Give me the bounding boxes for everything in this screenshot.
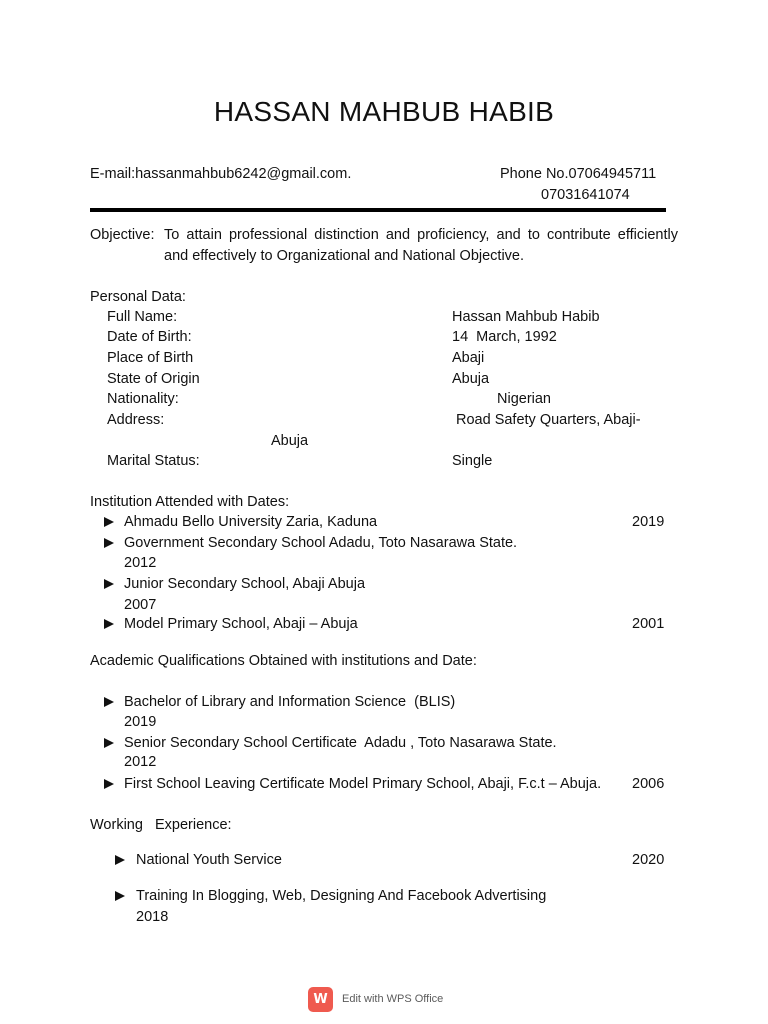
resume-name: HASSAN MAHBUB HABIB: [213, 96, 555, 127]
experience-heading: Working Experience:: [90, 817, 232, 833]
arrow-bullet-icon: [115, 850, 125, 870]
arrow-bullet-icon: [104, 533, 114, 553]
address-value-continued: Abuja: [271, 433, 309, 449]
arrow-bullet-icon: [104, 614, 114, 634]
arrow-bullet-icon: [104, 574, 114, 594]
institution-year: 2012: [124, 555, 157, 571]
institutions-heading: Institution Attended with Dates:: [90, 494, 290, 510]
phone-primary: Phone No.07064945711: [500, 166, 657, 182]
wps-edit-text: Edit with WPS Office: [342, 993, 444, 1005]
phone-secondary: 07031641074: [541, 187, 630, 203]
arrow-bullet-icon: [115, 886, 125, 906]
header-divider: [90, 208, 666, 212]
wps-logo-icon: W: [308, 987, 333, 1012]
institution-item: Ahmadu Bello University Zaria, Kaduna: [124, 514, 378, 530]
qualification-year: 2006: [632, 776, 665, 792]
address-label: Address:: [107, 412, 165, 428]
qualification-year: 2012: [124, 754, 157, 770]
arrow-bullet-icon: [104, 733, 114, 753]
nationality-label: Nationality:: [107, 391, 179, 407]
institution-year: 2007: [124, 597, 157, 613]
email-text: E-mail:hassanmahbub6242@gmail.com.: [90, 166, 352, 182]
nationality-value: Nigerian: [497, 391, 551, 407]
dob-value: 14 March, 1992: [452, 329, 557, 345]
qualifications-heading: Academic Qualifications Obtained with institutions and Date:: [90, 653, 477, 669]
objective-label: Objective:: [90, 227, 155, 243]
institution-item: Government Secondary School Adadu, Toto Nasarawa State.: [124, 535, 518, 551]
arrow-bullet-icon: [104, 692, 114, 712]
place-of-birth-label: Place of Birth: [107, 350, 194, 366]
wps-edit-link[interactable]: [308, 986, 443, 1012]
full-name-value: Hassan Mahbub Habib: [452, 309, 600, 325]
institution-item: Model Primary School, Abaji – Abuja: [124, 616, 358, 632]
arrow-bullet-icon: [104, 512, 114, 532]
arrow-bullet-icon: [104, 774, 114, 794]
state-of-origin-value: Abuja: [452, 371, 490, 387]
dob-label: Date of Birth:: [107, 329, 192, 345]
objective-text: To attain professional distinction and proficiency, and to contribute efficiently and effectively to Organizational and National Objective.: [164, 227, 678, 264]
institution-item: Junior Secondary School, Abaji Abuja: [124, 576, 366, 592]
qualification-item: First School Leaving Certificate Model Primary School, Abaji, F.c.t – Abuja.: [124, 776, 602, 792]
marital-status-label: Marital Status:: [107, 453, 200, 469]
qualification-item: Bachelor of Library and Information Science (BLIS): [124, 694, 456, 710]
full-name-label: Full Name:: [107, 309, 178, 325]
experience-item: National Youth Service: [136, 852, 282, 868]
qualification-year: 2019: [124, 714, 157, 730]
experience-year: 2020: [632, 852, 665, 868]
place-of-birth-value: Abaji: [452, 350, 485, 366]
institution-year: 2019: [632, 514, 665, 530]
experience-item: Training In Blogging, Web, Designing And Facebook Advertising: [136, 888, 547, 904]
marital-status-value: Single: [452, 453, 493, 469]
institution-year: 2001: [632, 616, 665, 632]
qualification-item: Senior Secondary School Certificate Adadu , Toto Nasarawa State.: [124, 735, 557, 751]
state-of-origin-label: State of Origin: [107, 371, 200, 387]
personal-data-heading: Personal Data:: [90, 289, 186, 305]
address-value: Road Safety Quarters, Abaji-: [456, 412, 641, 428]
experience-year: 2018: [136, 909, 169, 925]
